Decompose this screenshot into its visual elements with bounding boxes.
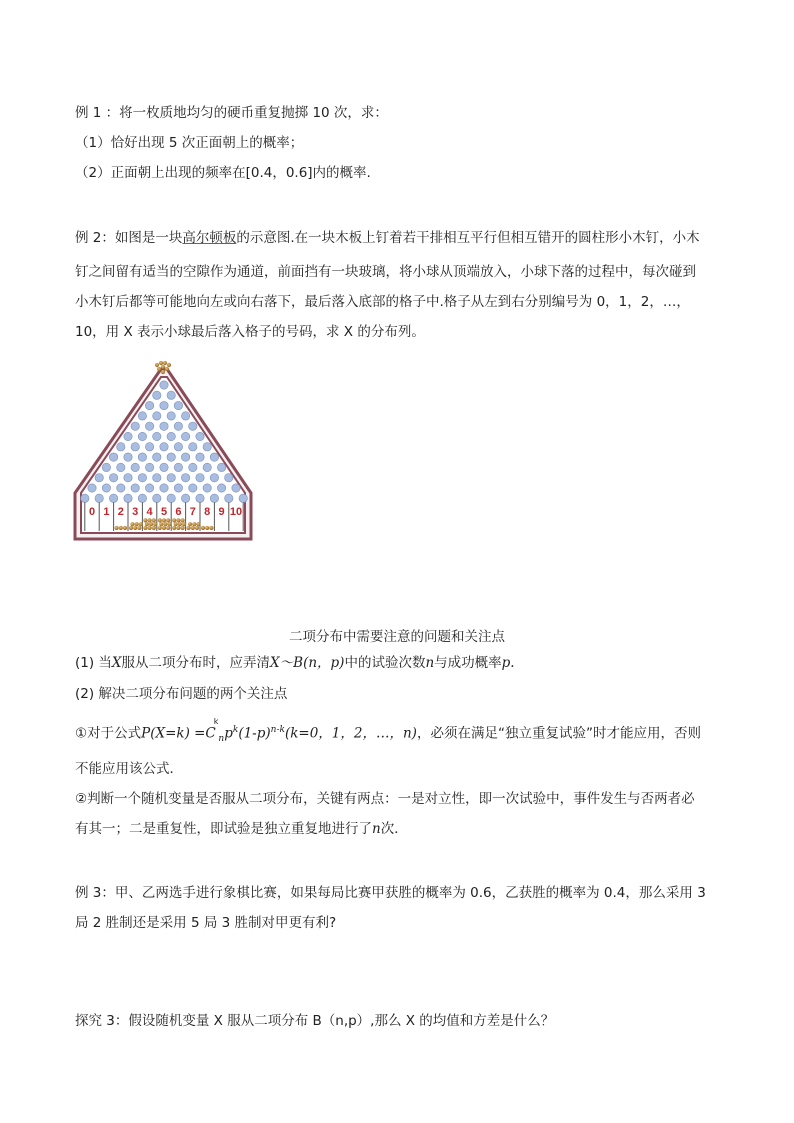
notes-p6-a: 有其一；二是重复性，即试验是独立重复地进行了 [75, 821, 372, 837]
ball [129, 526, 133, 530]
slot-label: 3 [132, 506, 139, 518]
ball [163, 361, 167, 365]
peg [138, 494, 146, 502]
ball [191, 526, 195, 530]
peg [225, 494, 233, 502]
slot-label: 6 [175, 506, 182, 518]
ball [162, 526, 166, 530]
slot-label: 0 [88, 506, 96, 518]
explore-3: 探究 3：假设随机变量 X 服从二项分布 B（n,p）,那么 X 的均值和方差是什么？ [75, 1013, 555, 1029]
peg [102, 484, 110, 492]
slot-label: 10 [229, 506, 243, 518]
ball [187, 526, 191, 530]
notes-point-4-cont [75, 820, 408, 838]
ball [159, 361, 163, 365]
peg [109, 474, 117, 482]
ball [133, 526, 137, 530]
ball [168, 522, 172, 526]
peg [138, 432, 146, 440]
formula-k-exp: k [232, 725, 239, 735]
ball [201, 526, 205, 530]
slot-label: 7 [189, 506, 196, 518]
peg [189, 463, 197, 471]
ball [192, 522, 196, 526]
peg [167, 453, 175, 461]
ball [152, 518, 156, 522]
galton-board-figure [73, 355, 253, 545]
peg [167, 494, 175, 502]
peg [210, 453, 218, 461]
notes-p1-e: 与成功概率 [434, 655, 502, 671]
peg [174, 484, 182, 492]
ball [115, 526, 119, 530]
example-2-line-1 [75, 229, 700, 247]
peg [167, 432, 175, 440]
ball [182, 522, 186, 526]
peg [196, 474, 204, 482]
peg [217, 484, 225, 492]
galton-board-term: 高尔顿板 [182, 230, 237, 246]
ball [152, 526, 156, 530]
peg [189, 484, 197, 492]
peg [153, 474, 161, 482]
ball [143, 526, 147, 530]
peg [203, 463, 211, 471]
peg [124, 474, 132, 482]
peg [131, 443, 139, 451]
example-1-title: 例 1 ：将一枚质地均匀的硬币重复抛掷 10 次，求： [75, 105, 388, 121]
peg [181, 494, 189, 502]
ball [157, 367, 161, 371]
peg [174, 443, 182, 451]
peg [117, 463, 125, 471]
ball [195, 526, 199, 530]
peg [174, 401, 182, 409]
peg [117, 443, 125, 451]
formula-n-minus-k: n-k [270, 725, 285, 735]
notes-title: 二项分布中需要注意的问题和关注点 [289, 629, 505, 645]
notes-p3-b: ，必须在满足“独立重复试验”时才能应用，否则 [416, 725, 701, 742]
slot-label: 4 [146, 506, 153, 518]
ball [155, 363, 159, 367]
peg [153, 412, 161, 420]
example-3-line-2: 局 2 胜制还是采用 5 局 3 胜制对甲更有利? [75, 915, 337, 931]
ball [149, 522, 153, 526]
notes-p1-a: (1) 当 [75, 655, 112, 671]
peg [174, 422, 182, 430]
peg [181, 432, 189, 440]
peg [153, 453, 161, 461]
peg [189, 443, 197, 451]
notes-point-3 [75, 717, 701, 748]
ball [158, 526, 162, 530]
ball [205, 526, 209, 530]
peg [160, 401, 168, 409]
ball [148, 518, 152, 522]
peg [145, 443, 153, 451]
peg [124, 453, 132, 461]
notes-p1-b: 服从二项分布时，应弄清 [121, 655, 271, 671]
peg [109, 494, 117, 502]
ball [137, 526, 141, 530]
example-2-text-b: 的示意图.在一块木板上钉着若干排相互平行但相互错开的圆柱形小木钉，小木 [236, 230, 700, 246]
formula-k-range: (k=0，1，2，…，n) [284, 725, 417, 742]
ball [135, 522, 139, 526]
example-2-line-4: 10，用 X 表示小球最后落入格子的号码，求 X 的分布列。 [75, 324, 425, 340]
peg [181, 453, 189, 461]
peg [124, 494, 132, 502]
notes-point-1 [75, 654, 515, 672]
ball [178, 522, 182, 526]
ball [172, 518, 176, 522]
ball [181, 526, 185, 530]
ball [143, 518, 147, 522]
ball [130, 522, 134, 526]
example-2-text-a: 例 2：如图是一块 [75, 230, 183, 246]
ball [165, 367, 169, 371]
peg [181, 474, 189, 482]
example-1-question-1: （1）恰好出现 5 次正面朝上的概率； [75, 135, 304, 151]
peg [167, 474, 175, 482]
formula-one-minus-p: (1-p) [238, 725, 271, 742]
peg [210, 494, 218, 502]
peg [88, 484, 96, 492]
peg [95, 494, 103, 502]
ball [148, 526, 152, 530]
peg [117, 484, 125, 492]
peg [232, 484, 240, 492]
peg [153, 432, 161, 440]
ball [174, 522, 178, 526]
notes-p1-dist: X～B(n，p) [270, 655, 345, 671]
peg [239, 494, 247, 502]
peg [145, 422, 153, 430]
ball [162, 518, 166, 522]
notes-point-2: (2) 解决二项分布问题的两个关注点 [75, 686, 288, 702]
notes-point-4: ②判断一个随机变量是否服从二项分布，关键有两点：一是对立性，即一次试验中，事件发生与否两者必 [75, 791, 695, 807]
peg [167, 391, 175, 399]
peg [124, 432, 132, 440]
ball [153, 522, 157, 526]
notes-p1-p: p. [501, 655, 515, 671]
ball [166, 526, 170, 530]
peg [131, 422, 139, 430]
ball [158, 518, 162, 522]
slot-label: 8 [204, 506, 211, 518]
ball [123, 526, 127, 530]
peg [174, 463, 182, 471]
ball [181, 518, 185, 522]
slot-label: 5 [160, 506, 168, 518]
peg [203, 484, 211, 492]
notes-p1-d: 中的试验次数 [344, 655, 426, 671]
peg [160, 422, 168, 430]
example-2-line-3: 小木钉后都等可能地向左或向右落下，最后落入底部的格子中.格子从左到右分别编号为 0，1，2，…， [75, 294, 690, 310]
peg [153, 494, 161, 502]
ball [176, 526, 180, 530]
notes-p1-x: X [111, 655, 122, 671]
formula-k-sup: k [213, 717, 219, 726]
peg [153, 391, 161, 399]
ball [163, 522, 167, 526]
slot-label: 9 [218, 506, 225, 518]
ball [209, 526, 213, 530]
formula-p: p [224, 725, 233, 742]
notes-point-3-cont: 不能应用该公式． [75, 761, 183, 777]
ball [119, 526, 123, 530]
peg [131, 484, 139, 492]
ball [196, 522, 200, 526]
peg [181, 412, 189, 420]
peg [145, 484, 153, 492]
peg [196, 494, 204, 502]
peg [167, 412, 175, 420]
ball [161, 365, 165, 369]
slot-label: 1 [103, 506, 110, 518]
peg [102, 463, 110, 471]
ball [172, 526, 176, 530]
formula-n-sub: n [218, 734, 225, 745]
example-2-line-2: 钉之间留有适当的空隙作为通道，前面挡有一块玻璃，将小球从顶端放入，小球下落的过程中，每次碰到 [75, 264, 696, 280]
peg [95, 474, 103, 482]
peg [196, 453, 204, 461]
peg [196, 432, 204, 440]
peg [225, 474, 233, 482]
notes-p6-b: 次． [380, 821, 408, 837]
peg [160, 381, 168, 389]
peg [203, 443, 211, 451]
formula-lhs: P(X=k) =C [141, 725, 216, 742]
notes-p1-n: n [425, 655, 435, 671]
peg [138, 412, 146, 420]
ball [188, 522, 192, 526]
peg [160, 484, 168, 492]
notes-p3-a: ①对于公式 [75, 725, 142, 742]
peg [81, 494, 89, 502]
peg [145, 401, 153, 409]
ball [161, 370, 165, 374]
ball [176, 518, 180, 522]
peg [189, 422, 197, 430]
ball [139, 522, 143, 526]
peg [217, 463, 225, 471]
peg [138, 474, 146, 482]
peg [160, 443, 168, 451]
peg [109, 453, 117, 461]
peg [138, 453, 146, 461]
peg [145, 463, 153, 471]
notes-p6-n: n [372, 821, 381, 837]
peg [210, 474, 218, 482]
ball [166, 518, 170, 522]
example-3-line-1: 例 3：甲、乙两选手进行象棋比赛，如果每局比赛甲获胜的概率为 0.6，乙获胜的概率为 0.4，那么采用 3 [75, 885, 706, 901]
slot-label: 2 [117, 506, 124, 518]
ball [145, 522, 149, 526]
example-1-question-2: （2）正面朝上出现的频率在[0.4，0.6]内的概率. [75, 165, 371, 181]
ball [159, 522, 163, 526]
peg [160, 463, 168, 471]
peg [131, 463, 139, 471]
ball [167, 363, 171, 367]
